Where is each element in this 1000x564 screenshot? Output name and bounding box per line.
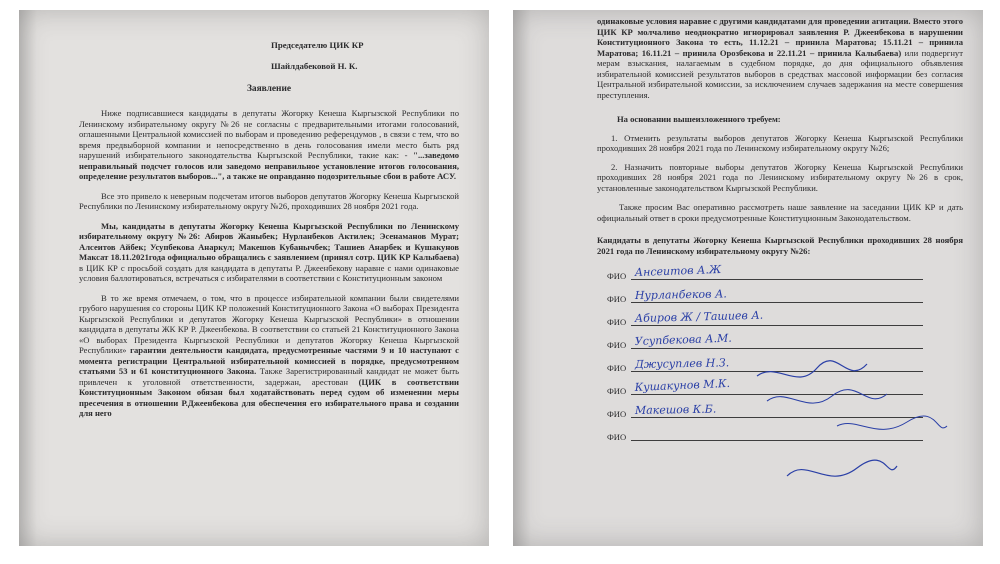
right-page-text xyxy=(597,16,963,544)
handwritten-signature: Макешов К.Б. xyxy=(634,402,717,417)
paragraph-1-text: Ниже подписавшиеся кандидаты в депутаты Жогорку Кенеша Кыргызской Республики по Ленинскому избирательному округу №26 не согласны с предварительными итогами голосований, оглашенными Центральной комиссией по выборам и проведению референдумов , в связи с тем, что во время предвыборной компании и непосредственно в день голосования имели место быть ряд нарушений избирательного законодательства Кыргызской Республики, такие как: - xyxy=(79,108,459,160)
paragraph-1 xyxy=(79,108,459,182)
continuation-paragraph xyxy=(597,16,963,100)
fio-label: ФИО xyxy=(607,317,627,327)
paragraph-4-bold: гарантии деятельности кандидата, предусмотренные частями 9 и 10 наступают с момента регистрации Центральной избирательной комиссией в порядке, предусмотренном статьями 53 и 61 конституционного Закона. xyxy=(79,345,459,376)
paragraph-3 xyxy=(79,221,459,284)
fio-label: ФИО xyxy=(607,409,627,419)
paragraph-2: Все это привело к неверным подсчетам итогов выборов депутатов Жогорку Кенеша Кыргызской Республики по Ленинскому избирательному округу №26, проходивших 28 ноября 2021 года. xyxy=(79,190,459,211)
paragraph-1-bold: "...заведомо неправильный подсчет голосов или заведомо неправильное установление итогов голосования, определение результатов выборов...", а также не оправданно подозрительные сбои в работе АСУ. xyxy=(79,150,459,181)
right-document-photo xyxy=(513,10,983,546)
paragraph-3-text: в ЦИК КР с просьбой создать для кандидата в депутаты Р. Джеенбекову наравне с нами одинаковые условия баллотироваться, встречаться с избирателями в соответствии с Конституционным законом xyxy=(79,262,459,283)
signature-line xyxy=(631,302,923,303)
signature-row xyxy=(597,308,963,330)
paragraph-4-bold-2: (ЦИК в соответствии Конституционным Законом обязан был ходатайствовать перед судом об изменении меры пресечения в отношении Р.Джеенбекова для обеспечения его избирательного права и создании для него xyxy=(79,376,459,418)
addressee-line-2: Шайлдабековой Н. К. xyxy=(271,61,358,71)
handwritten-signature: Усупбекова А.М. xyxy=(634,331,732,348)
signature-line xyxy=(631,325,923,326)
handwritten-signature: Нурланбеков А. xyxy=(634,287,727,302)
signature-row xyxy=(597,285,963,307)
document-title: Заявление xyxy=(246,83,292,94)
continuation-bold: одинаковые условия наравне с другими кандидатами для проведении агитации. Вместо этого ЦИК КР молчаливо неоднократно игнорировал заявления Р. Джеенбекова в нарушении Конституционного Закона то есть, 11.12.21 – принила Маратова; 15.11.21 – принила Маратова; 16.11.21 – принила Орозбекова и 22.11.21 – принила Калыбаева) xyxy=(597,16,963,58)
left-page-text xyxy=(79,40,459,544)
signature-scribbles-icon xyxy=(747,356,957,506)
fio-label: ФИО xyxy=(607,432,627,442)
handwritten-signature: Джусуплев Н.З. xyxy=(634,356,730,371)
paragraph-4-text-2: Также Зарегистрированный кандидат не может быть привлечен к уголовной ответственности, задержан, арестован xyxy=(79,366,459,387)
fio-label: ФИО xyxy=(607,271,627,281)
request-paragraph: Также просим Вас оперативно рассмотреть наше заявление на заседании ЦИК КР и дать официальный ответ в сроки предусмотренные Конституционным Законодательством. xyxy=(597,202,963,223)
handwritten-signature: Кушакунов М.К. xyxy=(634,376,731,394)
paragraph-4 xyxy=(79,293,459,419)
page-shadow xyxy=(19,10,37,546)
signature-line xyxy=(631,348,923,349)
signature-row xyxy=(597,262,963,284)
left-document-photo xyxy=(19,10,489,546)
paragraph-4-text: В то же время отмечаем, о том, что в процессе избирательной компании были свидетелями грубого нарушения со стороны ЦИК КР положений Конституционного Закона «О выборах Президента Кыргызской Республики и депутатов Жогорку Кенеша Кыргызской Республики» в отношении кандидата в депутаты ЖК КР Р. Джеенбекова. В соответствии со статьей 21 Конституционного Закона «О выборах Президента Кыргызской Республики и депутатов Жогорку Кенеша Кыргызской Республики» xyxy=(79,292,459,355)
signature-line xyxy=(631,279,923,280)
handwritten-signature: Ансеитов А.Ж xyxy=(634,262,722,279)
fio-label: ФИО xyxy=(607,294,627,304)
continuation-text: или подвергнут мерам взыскания, налагаемым в судебном порядке, до дня официального объявления избирательной комиссией результатов выборов в средствах массовой информации без согласия Центральной избирательной комиссии, за исключением случаев задержания на месте совершения преступления. xyxy=(597,47,963,100)
fio-label: ФИО xyxy=(607,363,627,373)
page-shadow xyxy=(513,10,531,546)
paragraph-3-bold: Мы, кандидаты в депутаты Жогорку Кенеша Кыргызской Республики по Ленинскому избирательному округу №26: Абиров Жаныбек; Нурланбеков Актилек; Эсенаманов Мурат; Алсеитов Айбек; Усупбекова Анаркул; Макешов Кубанычбек; Ташиев Анарбек и Кушакунов Максат 18.11.2021года официально обращались с заявлением (принял сотр. ЦИК КР Калыбаева) xyxy=(79,220,459,262)
addressee xyxy=(271,40,459,72)
demands-heading: На основании вышеизложенного требуем: xyxy=(617,114,781,124)
handwritten-signature: Абиров Ж / Ташиев А. xyxy=(634,308,764,325)
demand-item-2: 2. Назначить повторные выборы депутатов Жогорку Кенеша Кыргызской Республики проходивших 28 ноября 2021 года по Ленинскому избирательному округу №26 в срок, установленные законодательством Кыргызской Республики. xyxy=(597,161,963,193)
fio-label: ФИО xyxy=(607,386,627,396)
demand-item-1: 1. Отменить результаты выборов депутатов Жогорку Кенеша Кыргызской Республики проходивших 28 ноября 2021 года по Ленинскому избирательному округу №26; xyxy=(597,132,963,153)
addressee-line-1: Председателю ЦИК КР xyxy=(271,40,364,50)
candidates-heading: Кандидаты в депутаты Жогорку Кенеша Кыргызской Республики проходивших 28 ноября 2021 года по Ленинскому избирательному округу №26: xyxy=(597,235,963,256)
fio-label: ФИО xyxy=(607,340,627,350)
signature-row xyxy=(597,331,963,353)
